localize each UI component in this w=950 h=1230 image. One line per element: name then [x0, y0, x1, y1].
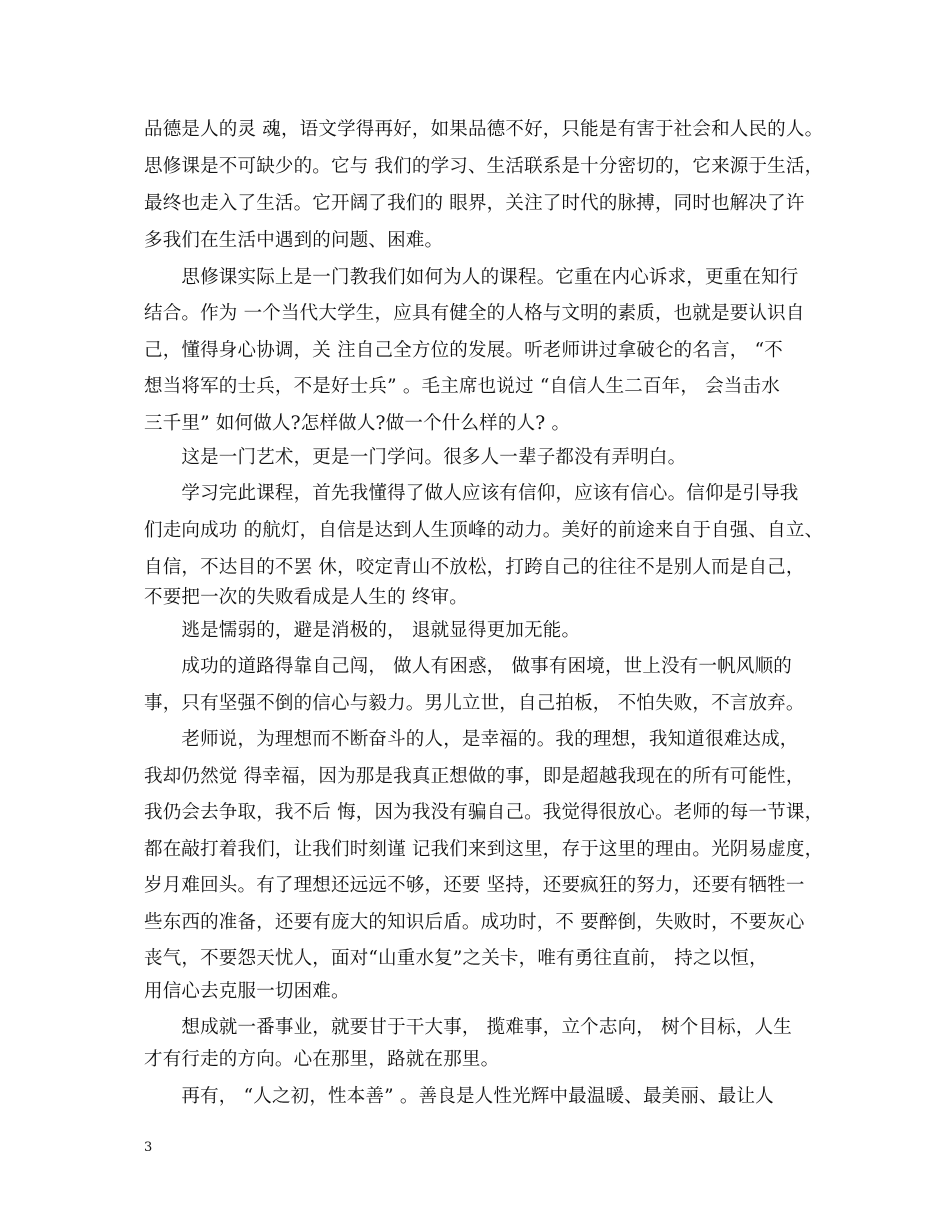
text-line: 才有行走的方向。心在那里，路就在那里。 — [144, 1049, 500, 1070]
text-line: 三千里” 如何做人?怎样做人?做一个什么样的人? 。 — [144, 413, 571, 434]
text-line: 不要把一次的失败看成是人生的 终审。 — [144, 587, 468, 608]
text-line: 多我们在生活中遇到的问题、困难。 — [144, 230, 444, 251]
text-line: 品德是人的灵 魂，语文学得再好，如果品德不好，只能是有害于社会和人民的人。 — [144, 119, 824, 140]
text-line: 结合。作为 一个当代大学生，应具有健全的人格与文明的素质，也就是要认识自 — [144, 303, 805, 324]
text-line: 想当将军的士兵，不是好士兵” 。毛主席也说过 “自信人生二百年， 会当击水 — [144, 376, 780, 397]
text-line: 思修课实际上是一门教我们如何为人的课程。它重在内心诉求，更重在知行 — [144, 267, 799, 288]
text-line: 成功的道路得靠自己闯， 做人有困惑， 做事有困境，世上没有一帆风顺的 — [144, 656, 792, 677]
text-line: 岁月难回头。有了理想还远远不够，还要 坚持，还要疯狂的努力，还要有牺牲一 — [144, 875, 805, 896]
text-line: 想成就一番事业，就要甘于干大事， 揽难事，立个志向， 树个目标，人生 — [144, 1017, 792, 1038]
text-line: 最终也走入了生活。它开阔了我们的 眼界，关注了时代的脉搏，同时也解决了许 — [144, 193, 805, 214]
text-line: 逃是懦弱的，避是消极的， 退就显得更加无能。 — [144, 620, 581, 641]
text-line: 些东西的准备，还要有庞大的知识后盾。成功时，不 要醉倒，失败时，不要灰心 — [144, 912, 805, 933]
text-line: 再有， “人之初，性本善” 。善良是人性光辉中最温暖、最美丽、最让人 — [144, 1086, 774, 1107]
text-line: 事，只有坚强不倒的信心与毅力。男儿立世，自己拍板， 不怕失败，不言放弃。 — [144, 693, 805, 714]
page-number: 3 — [144, 1140, 153, 1155]
text-line: 丧气，不要怨天忧人，面对“山重水复”之关卡，唯有勇往直前， 持之以恒， — [144, 948, 768, 969]
text-line: 用信心去克服一切困难。 — [144, 981, 350, 1002]
text-line: 老师说，为理想而不断奋斗的人，是幸福的。我的理想，我知道很难达成， — [144, 729, 799, 750]
text-line: 我仍会去争取，我不后 悔，因为我没有骗自己。我觉得很放心。老师的每一节课， — [144, 802, 824, 823]
text-line: 思修课是不可缺少的。它与 我们的学习、生活联系是十分密切的，它来源于生活， — [144, 156, 824, 177]
text-line: 学习完此课程，首先我懂得了做人应该有信仰，应该有信心。信仰是引导我 — [144, 483, 799, 504]
text-line: 我却仍然觉 得幸福，因为那是我真正想做的事，即是超越我现在的所有可能性， — [144, 766, 805, 787]
text-line: 这是一门艺术，更是一门学问。很多人一辈子都没有弄明白。 — [144, 447, 687, 468]
text-line: 都在敲打着我们，让我们时刻谨 记我们来到这里，存于这里的理由。光阴易虚度， — [144, 839, 824, 860]
text-line: 们走向成功 的航灯，自信是达到人生顶峰的动力。美好的前途来自于自强、自立、 — [144, 520, 824, 541]
text-line: 己，懂得身心协调，关 注自己全方位的发展。听老师讲过拿破仑的名言， “不 — [144, 340, 783, 361]
text-line: 自信，不达目的不罢 休，咬定青山不放松，打跨自己的往往不是别人而是自己， — [144, 557, 805, 578]
